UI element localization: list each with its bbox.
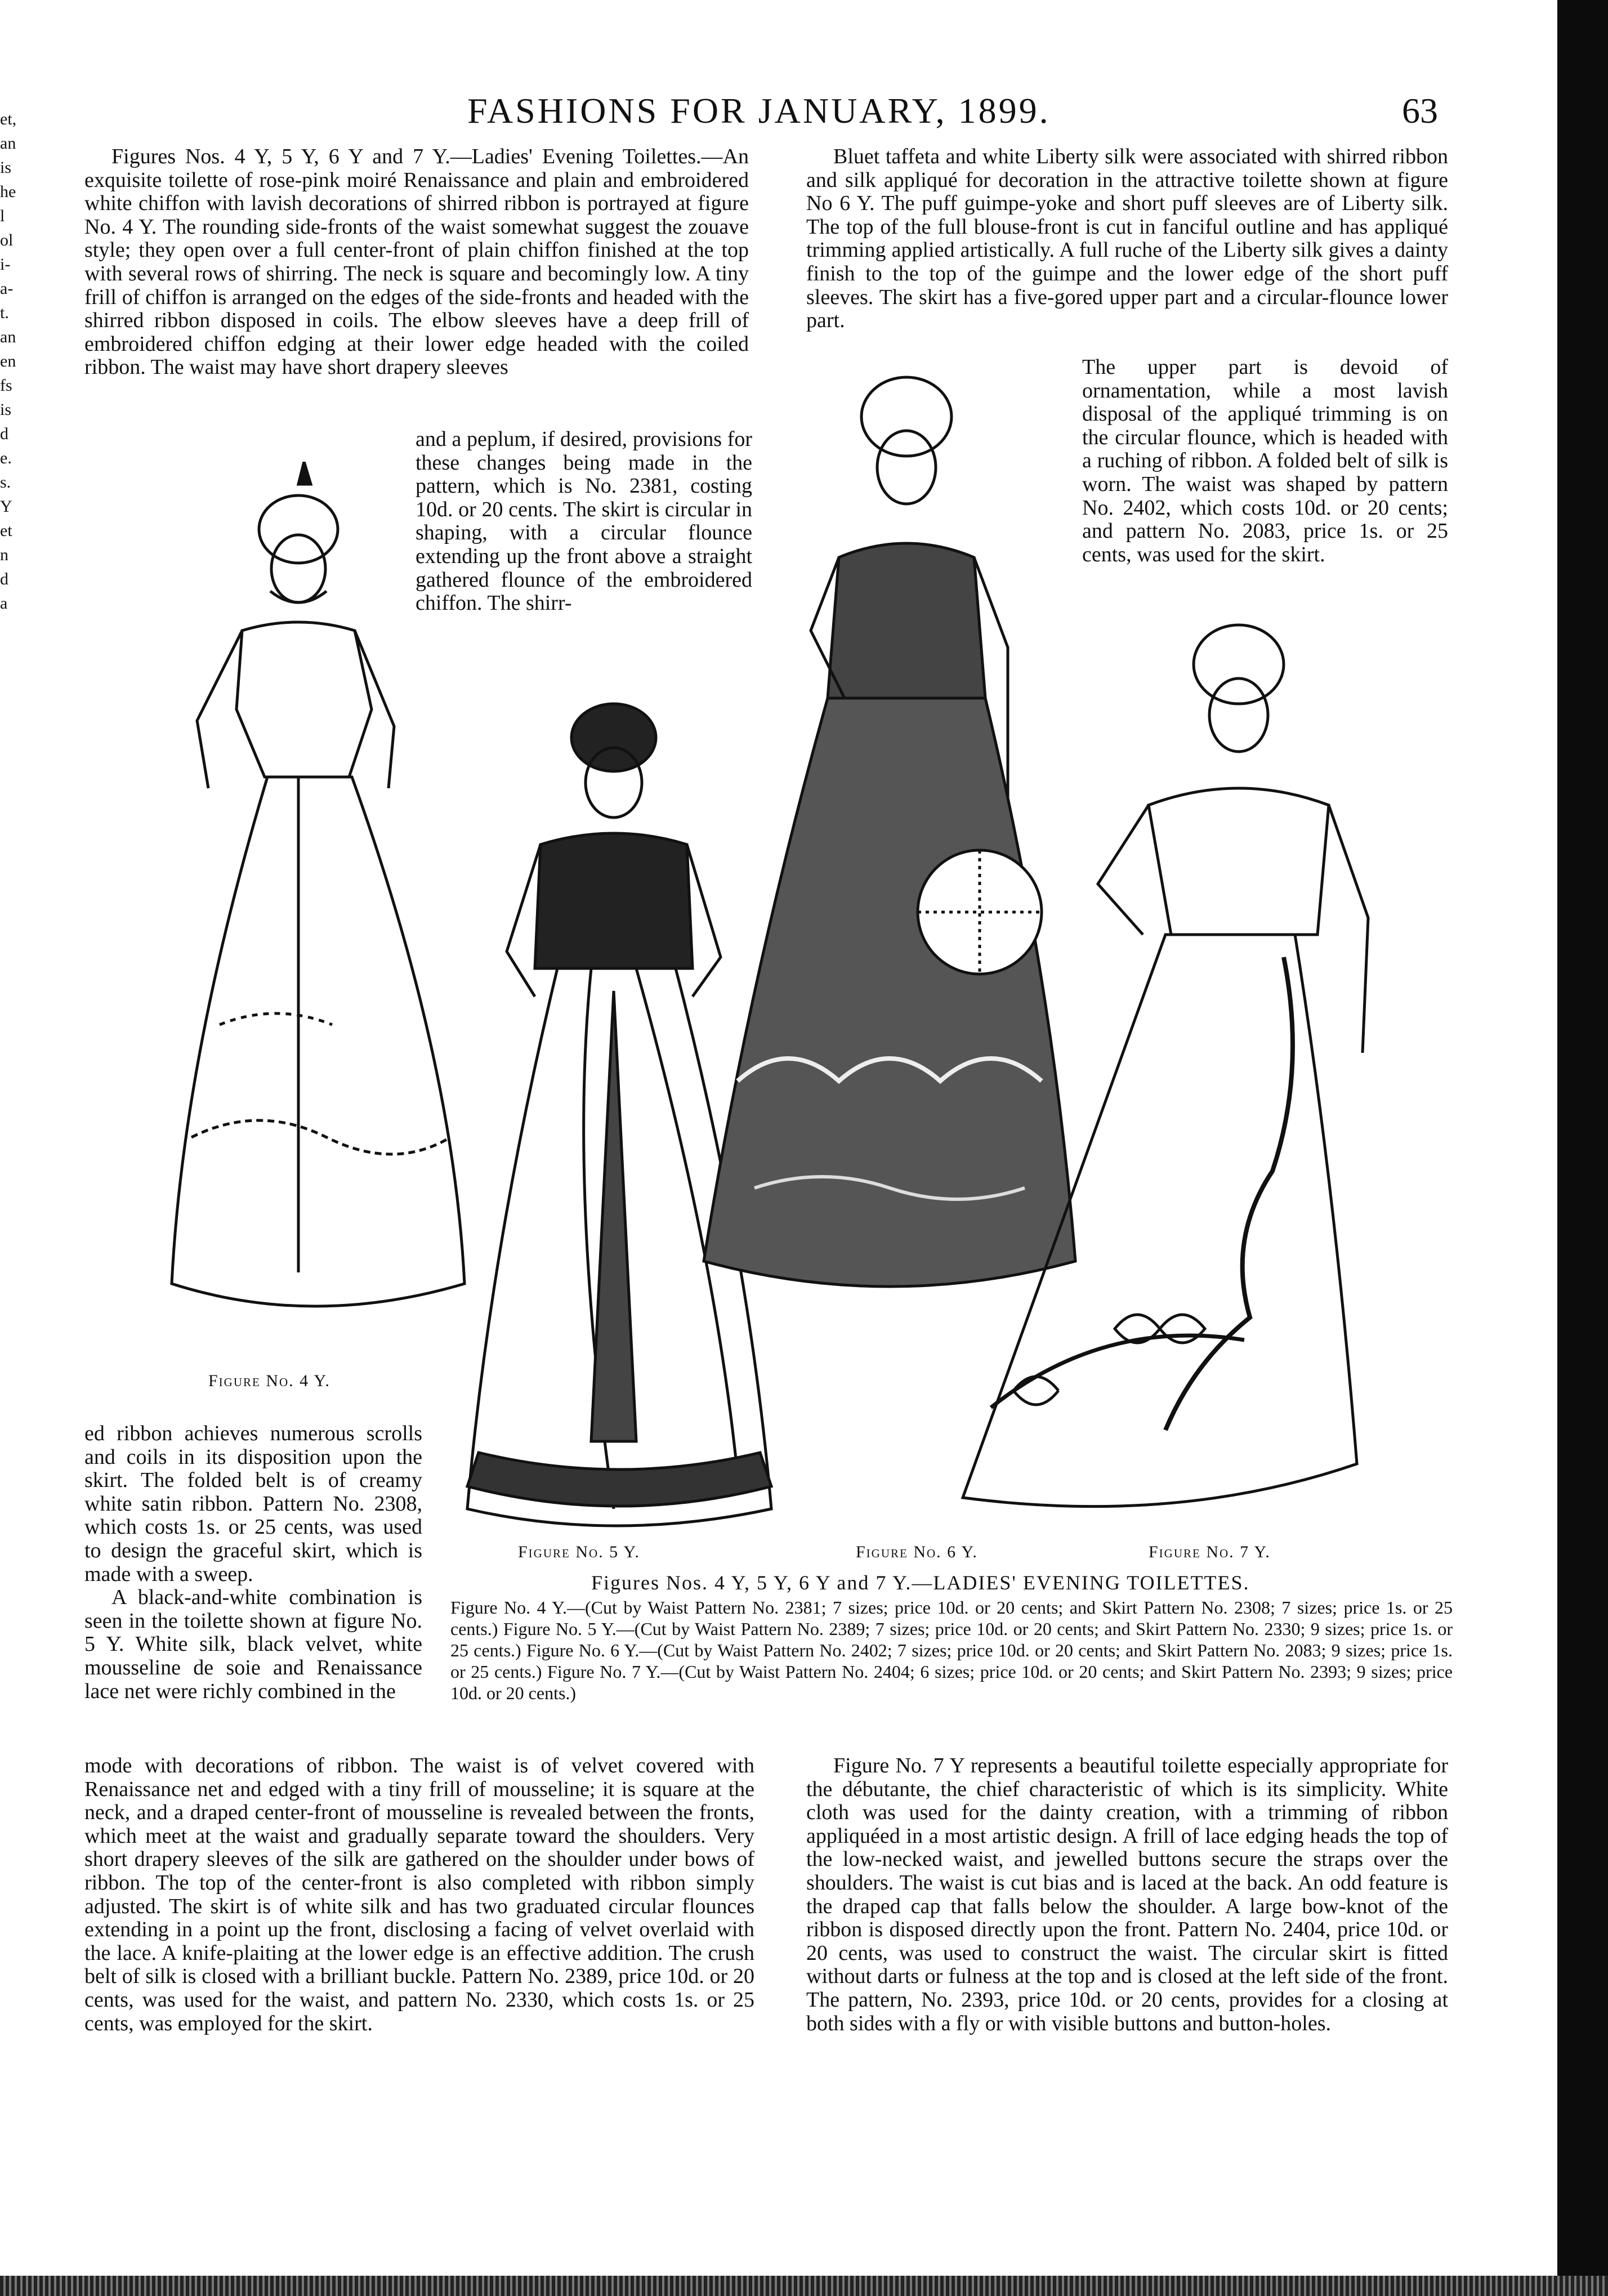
previous-page-fragment: s. xyxy=(0,473,11,492)
previous-page-fragment: et xyxy=(0,521,12,540)
previous-page-fragment: is xyxy=(0,400,12,419)
previous-page-fragment: en xyxy=(0,352,16,370)
previous-page-fragment: et, xyxy=(0,110,17,128)
figure-4y-label: Figure No. 4 Y. xyxy=(208,1372,330,1390)
left-intro-text: Figures Nos. 4 Y, 5 Y, 6 Y and 7 Y.—Ladies' Evening Toilettes.—An exquisite toilette of rose-pink moiré Renaissance and plain and embroidered white chiffon with lavish decorations of shirred ribbon is portrayed at figure No. 4 Y. The rounding side-fronts of the waist somewhat suggest the zouave style; they open over a full center-front of plain chiffon finished at the top with several rows of shirring. The neck is square and becomingly low. A tiny frill of chiffon is arranged on the edges of the side-fronts and headed with the shirred ribbon disposed in coils. The elbow sleeves have a deep frill of embroidered chiffon edging at their lower edge headed with the coiled ribbon. The waist may have short drapery sleeves xyxy=(84,145,749,379)
previous-page-fragment: is xyxy=(0,158,12,177)
figure-6y-label: Figure No. 6 Y. xyxy=(856,1543,978,1561)
previous-page-fragment: an xyxy=(0,328,16,346)
page-title: FASHIONS FOR JANUARY, 1899. xyxy=(467,91,1051,131)
right-intro-paragraph xyxy=(806,145,1448,333)
previous-page-fragment: n xyxy=(0,546,8,564)
previous-page-fragment: e. xyxy=(0,449,12,467)
previous-page-fragments xyxy=(0,107,15,615)
previous-page-fragment: a- xyxy=(0,279,14,298)
previous-page-fragment: a xyxy=(0,594,8,613)
bottom-left-text: mode with decorations of ribbon. The waist is of velvet covered with Renaissance net and edged with a tiny frill of mousseline; it is square at the neck, and a draped center-front of mousseline is revealed between the fronts, which meet at the waist and gradually separate toward the shoulders. Very short drapery sleeves of the silk are gathered on the shoulder under bows of ribbon. The top of the center-front is also completed with ribbon simply adjusted. The skirt is of white silk and has two graduated circular flounces extending in a point up the front, disclosing a facing of velvet overlaid with the lace. A knife-plaiting at the lower edge is an effective addition. The crush belt of silk is closed with a brilliant buckle. Pattern No. 2389, price 10d. or 20 cents, was used for the waist, and pattern No. 2330, which costs 1s. or 25 cents, was employed for the skirt. xyxy=(84,1754,754,2035)
bottom-right-paragraph xyxy=(806,1754,1448,2035)
previous-page-fragment: ol xyxy=(0,231,14,249)
page-header xyxy=(0,90,1520,129)
previous-page-fragment: Y xyxy=(0,497,12,516)
previous-page-fragment: t. xyxy=(0,303,9,322)
previous-page-fragment: d xyxy=(0,570,8,588)
scanner-edge-bottom xyxy=(0,2276,1608,2296)
bottom-right-text: Figure No. 7 Y represents a beautiful toilette especially appropriate for the débutante, the chief characteristic of which is its simplicity. White cloth was used for the dainty creation, with a trimming of ribbon appliquéed in a most artistic design. A frill of lace edging heads the top of the low-necked waist, and jewelled buttons secure the straps over the shoulders. The waist is cut bias and is laced at the back. An odd feature is the draped cap that falls below the shoulder. A large bow-knot of the ribbon is disposed directly upon the front. Pattern No. 2404, price 10d. or 20 cents, was used to construct the waist. The circular skirt is fitted without darts or fulness at the top and is closed at the left side of the front. The pattern, No. 2393, price 10d. or 20 cents, provides for a closing at both sides with a fly or with visible buttons and button-holes. xyxy=(806,1754,1448,2035)
previous-page-fragment: an xyxy=(0,134,16,153)
page-number: 63 xyxy=(1402,91,1438,131)
bottom-left-paragraph xyxy=(84,1754,754,2035)
figures-caption-title: Figures Nos. 4 Y, 5 Y, 6 Y and 7 Y.—LADIES' EVENING TOILETTES. xyxy=(591,1571,1250,1594)
left-mid-text: ed ribbon achieves numerous scrolls and coils in its disposition upon the skirt. The folded belt is of creamy white satin ribbon. Pattern No. 2308, which costs 1s. or 25 cents, was used to design the graceful skirt, which is made with a sweep. xyxy=(84,1422,422,1586)
previous-page-fragment: fs xyxy=(0,376,12,395)
scanner-edge-right xyxy=(1557,0,1608,2296)
figures-caption-body: Figure No. 4 Y.—(Cut by Waist Pattern No. 2381; 7 sizes; price 10d. or 20 cents; and Skirt Pattern No. 2308; 7 sizes; price 1s. or 25 cents.) Figure No. 5 Y.—(Cut by Waist Pattern No. 2389; 7 sizes; price 10d. or 20 cents; and Skirt Pattern No. 2330; 9 sizes; price 1s. or 25 cents.) Figure No. 6 Y.—(Cut by Waist Pattern No. 2402; 7 sizes; price 10d. or 20 cents; and Skirt Pattern No. 2083; 9 sizes; price 1s. or 25 cents.) Figure No. 7 Y.—(Cut by Waist Pattern No. 2404; 6 sizes; price 10d. or 20 cents; and Skirt Pattern No. 2393; 9 sizes; price 10d. or 20 cents.) xyxy=(450,1597,1453,1703)
left-mid-paragraph xyxy=(84,1422,422,1703)
figure-7y-illustration xyxy=(923,619,1408,1520)
figure-7y-label: Figure No. 7 Y. xyxy=(1149,1543,1271,1561)
figure-5y-label: Figure No. 5 Y. xyxy=(518,1543,640,1561)
previous-page-fragment: i- xyxy=(0,255,11,274)
previous-page-fragment: l xyxy=(0,207,5,225)
left-mid2-text: A black-and-white combination is seen in the toilette shown at figure No. 5 Y. White silk, black velvet, white mousseline de soie and Renaissance lace net were richly combined in the xyxy=(84,1585,422,1703)
figure-4y-illustration xyxy=(158,462,473,1374)
right-intro-text: Bluet taffeta and white Liberty silk were associated with shirred ribbon and silk appliqué for decoration in the attractive toilette shown at figure No 6 Y. The puff guimpe-yoke and short puff sleeves are of Liberty silk. The top of the full blouse-front is cut in fanciful outline and has appliqué trimming applied artistically. A full ruche of the Liberty silk gives a dainty finish to the top of the guimpe and the lower edge of the short puff sleeves. The skirt has a five-gored upper part and a circular-flounce lower part. xyxy=(806,145,1448,333)
left-intro-paragraph xyxy=(84,145,749,379)
right-narrow-paragraph xyxy=(1082,356,1448,566)
previous-page-fragment: d xyxy=(0,425,8,443)
left-narrow-text: and a peplum, if desired, provisions for these changes being made in the pattern, which is No. 2381, costing 10d. or 20 cents. The skirt is circular in shaping, with a circular flounce extending up the front above a straight gathered flounce of the embroidered chiffon. The shirr- xyxy=(416,427,752,615)
previous-page-fragment: he xyxy=(0,182,16,201)
right-narrow-text: The upper part is devoid of ornamentation, while a most lavish disposal of the appliqué trimming is on the circular flounce, which is headed with a ruching of ribbon. A folded belt of silk is worn. The waist was shaped by pattern No. 2402, which costs 10d. or 20 cents; and pattern No. 2083, price 1s. or 25 cents, was used for the skirt. xyxy=(1082,355,1448,566)
